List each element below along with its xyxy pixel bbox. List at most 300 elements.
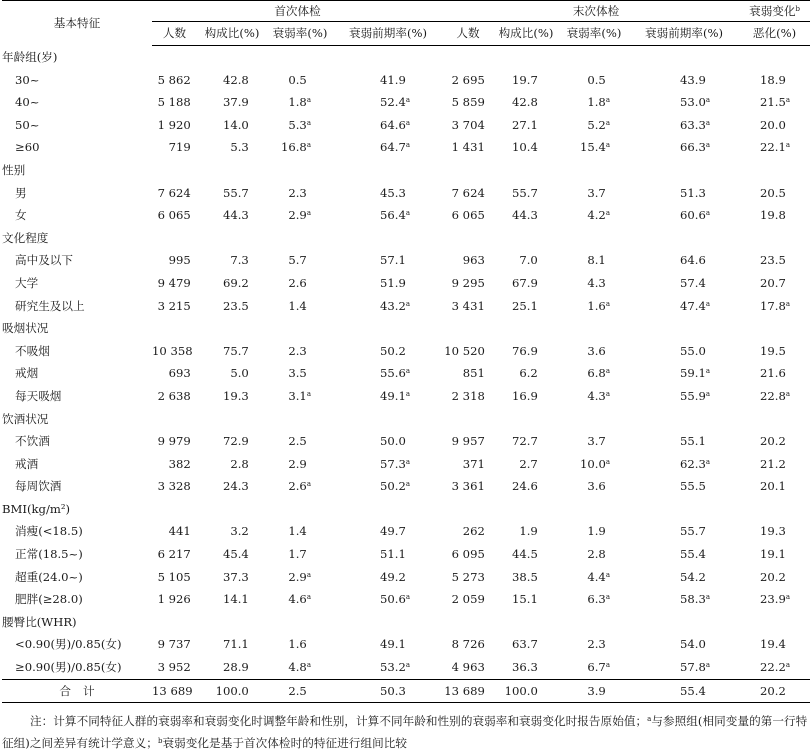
note-part2: 与参照组(相同变量的第一行特征组)之间差异有统计学意义； [2,714,808,750]
cell-value: 21.6 [760,366,786,381]
significance-mark: a [405,480,411,489]
row-label: 每周饮酒 [15,479,62,494]
table-cell [493,430,559,453]
header-frailty-change-text: 衰弱变化 [749,4,796,18]
note-part3: 衰弱变化是基于首次体检时的特征进行组间比较 [162,736,408,750]
table-cell [493,543,559,566]
row-label: 不吸烟 [15,343,50,358]
table-cell [152,430,197,453]
significance-mark: a [705,299,711,308]
column-header: 衰弱率(%) [267,22,333,46]
table-cell [739,679,810,703]
header-last-exam: 末次体检 [443,1,739,22]
row-label: 女 [15,208,27,223]
cell-value: 6 065 [157,208,191,223]
table-cell [493,453,559,476]
cell-value: 3.6 [587,343,606,358]
table-cell [197,475,267,498]
significance-mark: a [306,389,311,398]
table-cell [443,385,493,408]
row-label: 研究生及以上 [15,298,85,313]
table-cell [559,182,629,205]
total-row [2,679,810,703]
row-label: 高中及以下 [15,253,73,268]
column-header: 衰弱率(%) [559,22,629,46]
table-cell [493,633,559,656]
cell-value: 9 737 [157,637,191,652]
table-cell [443,430,493,453]
table-cell [197,566,267,589]
cell-value: 6.2 [519,366,538,381]
cell-value: 42.8 [512,95,538,110]
table-row [2,340,810,363]
cell-value: 1.9 [519,524,538,539]
cell-value: 60.6 [680,208,706,223]
cell-value: 54.0 [680,637,706,652]
table-cell [629,249,739,272]
cell-value: 13 689 [152,683,193,698]
table-row [2,430,810,453]
table-cell [559,385,629,408]
cell-value: 2.3 [288,343,307,358]
table-cell [629,91,739,114]
table-cell [493,204,559,227]
significance-mark: a [405,593,411,602]
table-cell [443,520,493,543]
cell-value: 20.2 [760,569,786,584]
table-cell [739,520,810,543]
table-cell [267,249,333,272]
cell-value: 7 624 [157,185,191,200]
table-cell [739,588,810,611]
column-header: 人数 [152,22,197,46]
cell-value: 3.1 [288,388,307,403]
cell-value: 1.7 [288,547,307,562]
cell-value: 8.1 [587,253,606,268]
table-cell [739,136,810,159]
significance-mark: a [405,389,411,398]
significance-mark: a [785,389,791,398]
cell-value: 1.8 [288,95,307,110]
cell-value: 13 689 [444,683,485,698]
cell-value: 53.0 [680,95,706,110]
table-cell [152,362,197,385]
cell-value: 1 431 [451,140,485,155]
table-cell [333,182,443,205]
cell-value: 5.0 [230,366,249,381]
table-cell [197,588,267,611]
cell-value: 58.3 [680,592,706,607]
significance-mark: a [605,118,611,127]
table-cell [333,679,443,703]
significance-mark: a [605,661,611,670]
table-cell [333,272,443,295]
row-label: 男 [15,185,27,200]
table-cell [443,340,493,363]
row-label: 超重(24.0~) [15,569,83,584]
cell-value: 19.3 [222,388,249,403]
table-cell [493,91,559,114]
cell-value: 7 624 [451,185,485,200]
cell-value: 3.9 [587,683,606,698]
table-cell [267,136,333,159]
table-row [2,91,810,114]
section-title: 饮酒状况 [2,411,49,426]
significance-mark: a [306,661,311,670]
section-title: BMI(kg/m²) [2,501,71,516]
cell-value: 7.0 [519,253,538,268]
table-cell [152,136,197,159]
table-cell [493,475,559,498]
table-cell [443,362,493,385]
table-row [2,543,810,566]
table-cell [152,91,197,114]
table-cell [559,136,629,159]
cell-value: 44.3 [512,208,538,223]
table-cell [629,385,739,408]
cell-value: 76.9 [512,343,538,358]
table-cell [333,385,443,408]
table-cell [629,453,739,476]
cell-value: 6 065 [451,208,485,223]
significance-mark: a [705,367,711,376]
cell-value: 53.2 [380,660,406,675]
table-cell [559,520,629,543]
table-cell [559,91,629,114]
cell-value: 4.4 [587,569,606,584]
table-cell [152,633,197,656]
cell-value: 56.4 [380,208,406,223]
cell-value: 51.1 [380,547,406,562]
table-cell [739,182,810,205]
table-cell [443,295,493,318]
significance-mark: a [405,141,411,150]
table-row [2,588,810,611]
cell-value: 37.9 [222,95,249,110]
table-cell [739,453,810,476]
significance-mark: a [405,367,411,376]
significance-mark: a [605,457,611,466]
cell-value: 10.0 [580,456,606,471]
table-cell [739,475,810,498]
cell-value: 6 095 [451,547,485,562]
cell-value: 20.5 [760,185,786,200]
table-cell [333,588,443,611]
table-cell [493,340,559,363]
table-cell [152,543,197,566]
table-cell [629,566,739,589]
section-row [2,227,810,250]
cell-value: 14.0 [222,117,249,132]
table-cell [739,385,810,408]
cell-value: 19.5 [760,343,786,358]
cell-value: 57.4 [680,275,706,290]
table-cell [559,475,629,498]
header-first-exam: 首次体检 [152,1,443,22]
table-cell [152,272,197,295]
cell-value: 36.3 [512,660,538,675]
table-cell [267,69,333,92]
section-title: 性别 [2,162,26,177]
table-cell [197,340,267,363]
cell-value: 22.1 [760,140,786,155]
significance-mark: a [785,96,791,105]
table-cell [443,114,493,137]
cell-value: 67.9 [512,275,538,290]
cell-value: 4.6 [288,592,307,607]
table-cell [629,272,739,295]
table-cell [629,340,739,363]
cell-value: 20.0 [760,117,786,132]
table-cell [443,566,493,589]
cell-value: 2.6 [288,275,307,290]
cell-value: 3 952 [157,660,191,675]
significance-mark: a [306,209,311,218]
cell-value: 71.1 [222,637,249,652]
table-cell [629,475,739,498]
table-cell [559,272,629,295]
table-cell [197,543,267,566]
table-cell [629,633,739,656]
cell-value: 51.9 [380,275,406,290]
cell-value: 1.6 [587,298,606,313]
cell-value: 20.1 [760,479,786,494]
significance-mark: a [605,593,611,602]
table-cell [197,272,267,295]
table-cell [443,91,493,114]
note-sup-a: a [647,715,652,723]
cell-value: 37.3 [222,569,249,584]
cell-value: 25.1 [512,298,538,313]
table-row [2,453,810,476]
table-cell [443,475,493,498]
cell-value: 50.6 [380,592,406,607]
cell-value: 16.8 [280,140,307,155]
cell-value: 17.8 [760,298,786,313]
cell-value: 2.8 [587,547,606,562]
cell-value: 55.7 [680,524,706,539]
table-cell [493,136,559,159]
table-cell [739,633,810,656]
significance-mark: a [705,141,711,150]
cell-value: 3.7 [587,185,606,200]
column-header: 恶化(%) [739,22,810,46]
cell-value: 72.9 [222,434,249,449]
table-cell [267,362,333,385]
table-cell [267,656,333,679]
table-row [2,520,810,543]
header-frailty-change [739,1,810,22]
significance-mark: a [306,593,311,602]
cell-value: 21.5 [760,95,786,110]
row-label: 戒烟 [15,366,39,381]
table-cell [333,543,443,566]
row-label: ≥0.90(男)/0.85(女) [15,660,122,675]
table-cell [559,340,629,363]
column-header: 人数 [443,22,493,46]
cell-value: 49.1 [380,637,406,652]
table-cell [559,430,629,453]
cell-value: 1.9 [587,524,606,539]
column-header: 衰弱前期率(%) [629,22,739,46]
table-cell [629,136,739,159]
significance-mark: a [306,118,311,127]
table-cell [333,91,443,114]
cell-value: 10 358 [152,343,193,358]
table-cell [267,543,333,566]
row-label: <0.90(男)/0.85(女) [15,637,122,652]
table-cell [152,249,197,272]
section-title: 文化程度 [2,230,49,245]
cell-value: 100.0 [215,683,249,698]
cell-value: 4.3 [587,388,606,403]
cell-value: 57.1 [380,253,406,268]
cell-value: 6.7 [587,660,606,675]
table-cell [197,385,267,408]
table-cell [197,633,267,656]
cell-value: 5 188 [157,95,191,110]
header-basic-feature-text: 基本特征 [53,16,101,31]
table-cell [333,656,443,679]
table-row [2,656,810,679]
table-cell [443,249,493,272]
table-cell [559,249,629,272]
cell-value: 2 695 [451,72,485,87]
table-cell [152,453,197,476]
cell-value: 44.3 [222,208,249,223]
table-cell [152,520,197,543]
cell-value: 49.7 [380,524,406,539]
table-cell [559,362,629,385]
table-cell [152,656,197,679]
section-row [2,159,810,182]
table-cell [559,69,629,92]
table-cell [197,249,267,272]
significance-mark: a [605,389,611,398]
significance-mark: a [705,118,711,127]
table-cell [267,679,333,703]
significance-mark: a [785,141,791,150]
cell-value: 262 [462,524,485,539]
table-cell [197,114,267,137]
table-cell [559,588,629,611]
table-cell [493,114,559,137]
table-cell [267,566,333,589]
significance-mark: a [306,480,311,489]
cell-value: 5 105 [157,569,191,584]
cell-value: 21.2 [760,456,786,471]
cell-value: 55.4 [680,683,706,698]
cell-value: 62.3 [680,456,706,471]
table-cell [629,295,739,318]
cell-value: 16.9 [512,388,538,403]
table-cell [739,656,810,679]
table-cell [739,69,810,92]
table-cell [493,362,559,385]
cell-value: 1 926 [157,592,191,607]
total-label: 合计 [2,679,152,703]
table-cell [152,204,197,227]
significance-mark: a [705,661,711,670]
cell-value: 47.4 [680,298,706,313]
table-row [2,114,810,137]
cell-value: 23.5 [222,298,249,313]
cell-value: 43.9 [680,72,706,87]
section-title: 年龄组(岁) [2,50,58,64]
cell-value: 5.3 [230,140,249,155]
table-cell [197,656,267,679]
table-cell [197,204,267,227]
table-body [2,46,810,703]
column-header: 衰弱前期率(%) [333,22,443,46]
table-cell [333,340,443,363]
table-cell [267,91,333,114]
cell-value: 19.7 [512,72,538,87]
table-cell [152,182,197,205]
table-row [2,136,810,159]
table-cell [267,475,333,498]
cell-value: 19.3 [760,524,786,539]
cell-value: 2.3 [288,185,307,200]
cell-value: 43.2 [380,298,406,313]
cell-value: 66.3 [680,140,706,155]
cell-value: 19.4 [760,637,786,652]
significance-mark: a [785,593,791,602]
cell-value: 3 361 [451,479,485,494]
cell-value: 6.3 [587,592,606,607]
cell-value: 49.2 [380,569,406,584]
table-cell [443,453,493,476]
table-cell [197,679,267,703]
cell-value: 6 217 [157,547,191,562]
cell-value: 4.3 [587,275,606,290]
cell-value: 59.1 [680,366,706,381]
cell-value: 4.2 [587,208,606,223]
cell-value: 9 957 [451,434,485,449]
significance-mark: a [306,570,311,579]
table-cell [493,295,559,318]
table-cell [197,69,267,92]
table-cell [739,430,810,453]
table-cell [559,566,629,589]
significance-mark: a [605,141,611,150]
table-cell [443,633,493,656]
table-cell [443,69,493,92]
table-cell [197,136,267,159]
cell-value: 1.8 [587,95,606,110]
table-cell [739,566,810,589]
cell-value: 3 328 [157,479,191,494]
table-cell [333,475,443,498]
table-cell [493,182,559,205]
cell-value: 54.2 [680,569,706,584]
significance-mark: a [605,209,611,218]
table-cell [333,633,443,656]
table-row [2,204,810,227]
cell-value: 100.0 [504,683,538,698]
table-cell [559,656,629,679]
table-cell [267,588,333,611]
cell-value: 28.9 [222,660,249,675]
table-cell [739,272,810,295]
significance-mark: a [705,96,711,105]
table-row [2,362,810,385]
table-header [2,1,810,46]
cell-value: 3.7 [587,434,606,449]
cell-value: 9 979 [157,434,191,449]
table-cell [152,69,197,92]
table-cell [629,69,739,92]
